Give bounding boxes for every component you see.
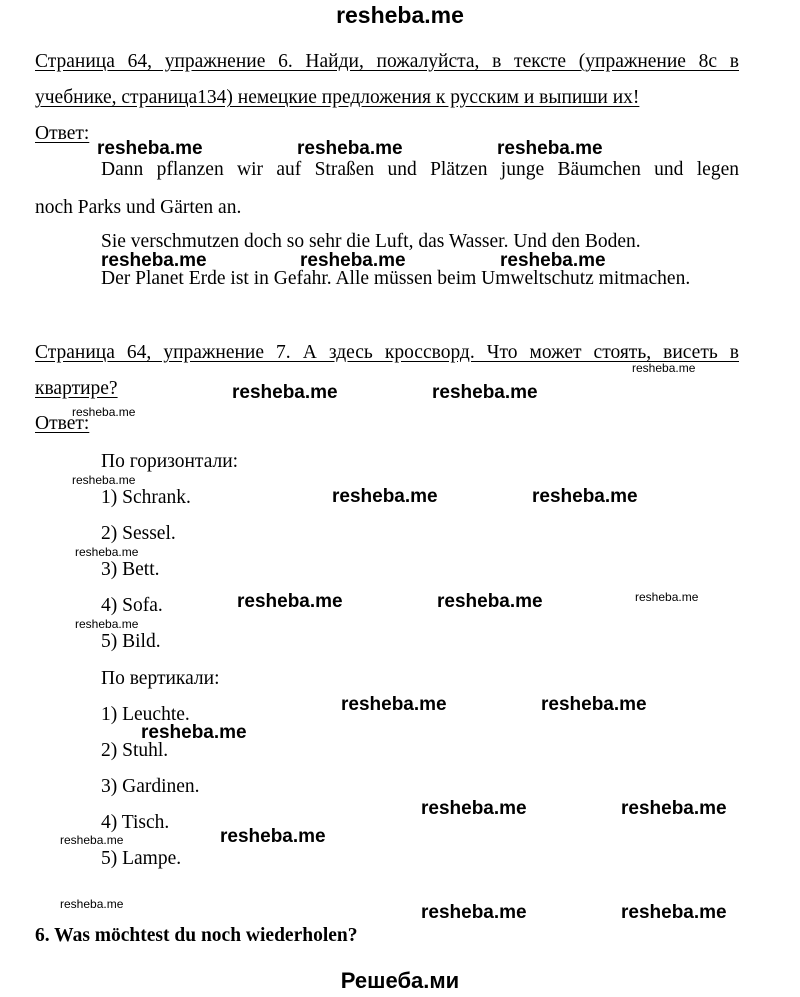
vertical-item: 3) Gardinen. bbox=[101, 776, 200, 797]
watermark-small: resheba.me bbox=[72, 473, 136, 487]
watermark: resheba.me bbox=[220, 826, 326, 847]
task1-title-line2: учебнике, страница134) немецкие предложения к русским и выпиши их! bbox=[35, 87, 640, 108]
watermark-small: resheba.me bbox=[60, 897, 124, 911]
section-heading: 6. Was möchtest du noch wiederholen? bbox=[35, 925, 358, 946]
watermark: resheba.me bbox=[497, 138, 603, 159]
site-footer: Решеба.ми bbox=[340, 968, 460, 993]
watermark: resheba.me bbox=[432, 382, 538, 403]
horizontal-item: 5) Bild. bbox=[101, 631, 161, 652]
watermark-small: resheba.me bbox=[632, 361, 696, 375]
watermark: resheba.me bbox=[332, 486, 438, 507]
horizontal-item: 3) Bett. bbox=[101, 559, 160, 580]
task2-title-line2: квартире? bbox=[35, 378, 118, 399]
task1-line2: Sie verschmutzen doch so sehr die Luft, das Wasser. Und den Boden. bbox=[101, 231, 641, 252]
watermark: resheba.me bbox=[97, 138, 203, 159]
task2-answer-label: Ответ: bbox=[35, 413, 90, 434]
watermark-small: resheba.me bbox=[635, 590, 699, 604]
watermark: resheba.me bbox=[532, 486, 638, 507]
watermark: resheba.me bbox=[621, 798, 727, 819]
watermark-small: resheba.me bbox=[75, 545, 139, 559]
watermark-small: resheba.me bbox=[72, 405, 136, 419]
task1-para1-line1: Dann pflanzen wir auf Straßen und Plätzen junge Bäumchen und legen bbox=[101, 159, 739, 180]
watermark-small: resheba.me bbox=[60, 833, 124, 847]
site-header: resheba.me bbox=[336, 2, 464, 28]
watermark: resheba.me bbox=[421, 798, 527, 819]
watermark: resheba.me bbox=[437, 591, 543, 612]
horizontal-item: 1) Schrank. bbox=[101, 487, 191, 508]
watermark: resheba.me bbox=[141, 722, 247, 743]
task1-title-line1: Страница 64, упражнение 6. Найди, пожалуйста, в тексте (упражнение 8с в bbox=[35, 51, 739, 72]
watermark: resheba.me bbox=[421, 902, 527, 923]
watermark: resheba.me bbox=[300, 250, 406, 271]
horizontal-item: 2) Sessel. bbox=[101, 523, 176, 544]
vertical-item: 5) Lampe. bbox=[101, 848, 182, 869]
watermark: resheba.me bbox=[541, 694, 647, 715]
horizontal-item: 4) Sofa. bbox=[101, 595, 163, 616]
watermark: resheba.me bbox=[621, 902, 727, 923]
watermark: resheba.me bbox=[237, 591, 343, 612]
horizontal-label: По горизонтали: bbox=[101, 451, 239, 472]
vertical-item: 1) Leuchte. bbox=[101, 704, 190, 725]
watermark: resheba.me bbox=[341, 694, 447, 715]
task1-line3: Der Planet Erde ist in Gefahr. Alle müssen beim Umweltschutz mitmachen. bbox=[101, 268, 691, 289]
vertical-item: 2) Stuhl. bbox=[101, 740, 169, 761]
watermark: resheba.me bbox=[500, 250, 606, 271]
vertical-item: 4) Tisch. bbox=[101, 812, 170, 833]
vertical-label: По вертикали: bbox=[101, 668, 220, 689]
watermark: resheba.me bbox=[297, 138, 403, 159]
watermark: resheba.me bbox=[101, 250, 207, 271]
watermark: resheba.me bbox=[232, 382, 338, 403]
task1-answer-label: Ответ: bbox=[35, 123, 90, 144]
task1-para1-line2: noch Parks und Gärten an. bbox=[35, 197, 242, 218]
watermark-small: resheba.me bbox=[75, 617, 139, 631]
task2-title-line1: Страница 64, упражнение 7. А здесь кроссворд. Что может стоять, висеть в bbox=[35, 342, 739, 363]
